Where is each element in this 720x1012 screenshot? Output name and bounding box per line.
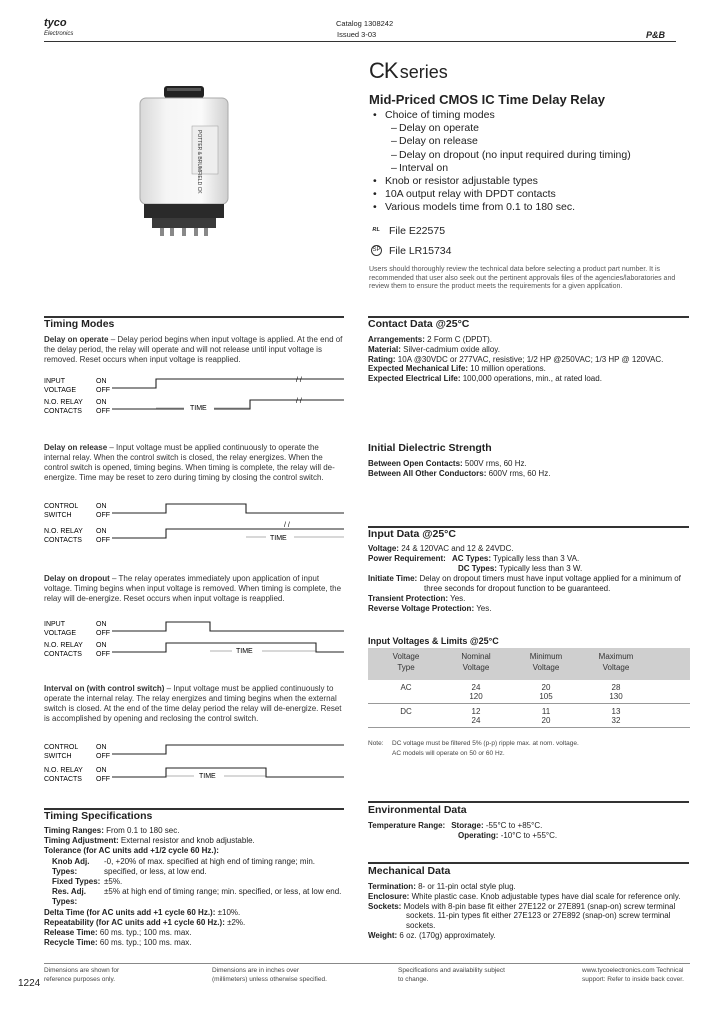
limits-header-cell: Maximum Voltage xyxy=(598,652,634,672)
mech-list: Termination: 8- or 11-pin octal style plug. Enclosure: White plastic case. Knob adjustable types have dial scale for reference only. Sockets: Models with 8-pin base fit either 27E122 or 27E891 (snap-on) screw terminal sockets. 11-pin types fit either 27E123 or 27E892 (snap-on) screw terminal sockets. Weight: 6 oz. (170g) approximately. xyxy=(368,882,681,940)
timing-modes-title: Timing Modes xyxy=(44,318,115,330)
delay-on-release-diagram xyxy=(44,500,354,544)
svg-text:OFF: OFF xyxy=(96,753,110,760)
feature-item: • Knob or resistor adjustable types xyxy=(373,175,538,188)
svg-text:N.O. RELAY: N.O. RELAY xyxy=(44,642,83,649)
svg-text:ON: ON xyxy=(96,399,107,406)
svg-text:CONTACTS: CONTACTS xyxy=(44,537,82,544)
feature-item: – Delay on dropout (no input required during timing) xyxy=(391,148,631,161)
svg-text:TIME: TIME xyxy=(190,405,207,412)
product-title: Mid-Priced CMOS IC Time Delay Relay xyxy=(369,92,605,107)
svg-text:OFF: OFF xyxy=(96,776,110,783)
svg-text:CONTROL: CONTROL xyxy=(44,503,79,510)
svg-text:OFF: OFF xyxy=(96,651,110,658)
feature-item: • Choice of timing modes xyxy=(373,109,495,121)
feature-list xyxy=(369,109,689,215)
svg-text:ON: ON xyxy=(96,642,107,649)
relay-knob xyxy=(164,86,204,98)
svg-text:N.O. RELAY: N.O. RELAY xyxy=(44,399,83,406)
env-list: Temperature Range: Storage: -55°C to +85°C. Operating: -10°C to +55°C. xyxy=(368,821,558,840)
csa-mark-icon: SP xyxy=(371,245,382,256)
svg-text:INPUT: INPUT xyxy=(44,621,65,628)
delay-on-release-text: Delay on release – Input voltage must be applied continuously to operate the internal relay. When the control switch is closed, the relay energizes. When the control switch is opened, timing begins. When timing is complete, the relay will de-energize. Time may be reset to zero during timing by closing the control switch. xyxy=(44,443,335,482)
mech-title: Mechanical Data xyxy=(368,865,451,877)
limits-cell: 11 20 xyxy=(541,707,551,725)
relay-photo xyxy=(136,86,232,236)
limits-cell: 20 105 xyxy=(539,683,553,701)
svg-text:ON: ON xyxy=(96,767,107,774)
ul-mark-icon: ᴿᴸ xyxy=(372,226,380,235)
svg-text:INPUT: INPUT xyxy=(44,378,65,385)
svg-text:SWITCH: SWITCH xyxy=(44,512,72,519)
svg-text:CONTROL: CONTROL xyxy=(44,744,79,751)
limits-cell: 28 130 xyxy=(609,683,623,701)
svg-text:ON: ON xyxy=(96,503,107,510)
page-number: 1224 xyxy=(18,978,41,989)
svg-text:TIME: TIME xyxy=(236,648,253,655)
limits-cell: 24 120 xyxy=(469,683,483,701)
limits-title: Input Voltages & Limits @25°C xyxy=(368,636,499,646)
limits-table xyxy=(368,648,690,728)
pb-logo: P&B xyxy=(646,30,666,40)
footer-col-2: Dimensions are in inches over (millimeters) unless otherwise specified. xyxy=(212,967,327,983)
svg-text:SWITCH: SWITCH xyxy=(44,753,72,760)
input-title: Input Data @25°C xyxy=(368,528,456,540)
limits-table-row xyxy=(368,680,690,704)
contact-list: Arrangements: 2 Form C (DPDT). Material: Silver-cadmium oxide alloy. Rating: 10A @30VDC or 277VAC, resistive; 1/2 HP @250VAC; 1/3 HP @ 120VAC. Expected Mechanical Life: 10 million operations. Expected Electrical Life: 100,000 operations, min., at rated load. xyxy=(368,335,664,384)
limits-cell: 13 32 xyxy=(611,707,621,725)
svg-text:OFF: OFF xyxy=(96,537,110,544)
svg-text:ON: ON xyxy=(96,621,107,628)
timing-specs-title: Timing Specifications xyxy=(44,810,153,822)
svg-text:VOLTAGE: VOLTAGE xyxy=(44,630,77,637)
disclaimer: Users should thoroughly review the technical data before selecting a product part number. It is recommended that user also seek out the pertinent approvals files of the agencies/laboratories and review them to ensure the product meets the requirements for a given application. xyxy=(369,266,676,291)
contact-title: Contact Data @25°C xyxy=(368,318,470,330)
brand-subtitle: Electronics xyxy=(44,31,74,37)
svg-text:ON: ON xyxy=(96,528,107,535)
feature-item: • 10A output relay with DPDT contacts xyxy=(373,188,556,201)
catalog-number: Catalog 1308242 xyxy=(336,19,394,28)
svg-text:TIME: TIME xyxy=(270,535,287,542)
tyco-logo: tyco xyxy=(44,17,67,29)
timing-specs-list: Timing Ranges: From 0.1 to 180 sec. Timing Adjustment: External resistor and knob adjustable. Tolerance (for AC units add +1/2 cycle 60 Hz.): Knob Adj. Types: -0, +20% of max. specified at high end of timing range; min. specified, or less, at low end. Fixed Types: ±5%. Res. Adj. Types: ±5% at high end of timing range; min. specified, or less, at low end. Delta Time (for AC units add +1 cycle 60 Hz.): ±10%. Repeatability (for AC units add +1 cycle 60 Hz.): ±2%. Release Time: 60 ms. typ.; 100 ms. max. Recycle Time: 60 ms. typ.; 100 ms. max. xyxy=(44,826,342,948)
feature-item: • Various models time from 0.1 to 180 sec. xyxy=(373,201,576,214)
svg-text:VOLTAGE: VOLTAGE xyxy=(44,387,77,394)
svg-text:OFF: OFF xyxy=(96,387,110,394)
series-word: series xyxy=(399,62,448,82)
svg-text:POTTER & BRUMFIELD CK: POTTER & BRUMFIELD CK xyxy=(196,130,202,194)
delay-on-dropout-text: Delay on dropout – The relay operates immediately upon application of input voltage. Timing begins when input voltage is removed. When timing is complete, the relay will de-energize. Reset occurs when input voltage is reapplied. xyxy=(44,574,342,603)
ul-file: File E22575 xyxy=(389,225,446,237)
mech-rule xyxy=(368,862,689,864)
header-rule xyxy=(44,41,676,42)
feature-item: – Delay on operate xyxy=(391,122,479,135)
feature-item: – Interval on xyxy=(391,161,449,174)
limits-header-cell: Voltage Type xyxy=(392,652,420,672)
svg-text:/ /: / / xyxy=(284,522,290,529)
limits-cell: 12 24 xyxy=(471,707,481,725)
delay-on-dropout-diagram xyxy=(44,618,354,662)
feature-item: – Delay on release xyxy=(391,135,478,148)
dielectric-title: Initial Dielectric Strength xyxy=(368,442,492,454)
svg-text:OFF: OFF xyxy=(96,408,110,415)
svg-text:CONTACTS: CONTACTS xyxy=(44,408,82,415)
dielectric-list: Between Open Contacts: 500V rms, 60 Hz. Between All Other Conductors: 600V rms, 60 Hz. xyxy=(368,459,551,478)
delay-on-operate-text: Delay on operate – Delay period begins when input voltage is applied. At the end of the delay period, the relay will operate and will not release until input voltage is removed. Reset occurs when input voltage is reapplied. xyxy=(44,335,343,364)
interval-on-text: Interval on (with control switch) – Input voltage must be applied continuously to operate the internal relay. The relay energizes and timing begins when the external switch is closed. At the end of the time delay period the relay will de-energize. Reset is accomplished by opening and reclosing the control switch. xyxy=(44,684,342,723)
limits-header-cell: Nominal Voltage xyxy=(461,652,491,672)
svg-text:OFF: OFF xyxy=(96,630,110,637)
svg-text:/ /: / / xyxy=(296,398,302,405)
limits-header-cell: Minimum Voltage xyxy=(529,652,563,672)
svg-text:ON: ON xyxy=(96,378,107,385)
issue-date: Issued 3-03 xyxy=(337,30,377,39)
svg-text:OFF: OFF xyxy=(96,512,110,519)
svg-text:N.O. RELAY: N.O. RELAY xyxy=(44,767,83,774)
svg-text:TIME: TIME xyxy=(199,773,216,780)
limits-cell: DC xyxy=(400,707,412,716)
footer-col-3: Specifications and availability subject to change. xyxy=(398,967,505,983)
series-ck: CK xyxy=(369,58,398,83)
csa-file: File LR15734 xyxy=(389,245,452,257)
svg-text:CONTACTS: CONTACTS xyxy=(44,776,82,783)
limits-table-row xyxy=(368,704,690,728)
svg-text:N.O. RELAY: N.O. RELAY xyxy=(44,528,83,535)
limits-table-header xyxy=(368,648,690,680)
env-rule xyxy=(368,801,689,803)
footer-col-1: Dimensions are shown for reference purposes only. xyxy=(44,967,120,983)
input-list: Voltage: 24 & 120VAC and 12 & 24VDC. Power Requirement: AC Types: Typically less than 3 VA. DC Types: Typically less than 3 W. Initiate Time: Delay on dropout timers must have input voltage applied for a minimum of three seconds for dropout function to be guaranteed. Transient Protection: Yes. Reverse Voltage Protection: Yes. xyxy=(368,544,681,613)
interval-on-diagram xyxy=(44,741,354,785)
footer-rule xyxy=(44,963,690,964)
limits-note: Note: DC voltage must be filtered 5% (p-p) ripple max. at nom. voltage. AC models will operate on 50 or 60 Hz. xyxy=(368,740,579,757)
series-title xyxy=(369,58,448,84)
delay-on-operate-diagram xyxy=(44,375,354,419)
svg-text:/ /: / / xyxy=(296,377,302,384)
limits-cell: AC xyxy=(400,683,412,692)
svg-text:ON: ON xyxy=(96,744,107,751)
svg-text:CONTACTS: CONTACTS xyxy=(44,651,82,658)
env-title: Environmental Data xyxy=(368,804,467,816)
footer-col-4[interactable]: www.tycoelectronics.com Technical support: Refer to inside back cover. xyxy=(582,967,684,983)
